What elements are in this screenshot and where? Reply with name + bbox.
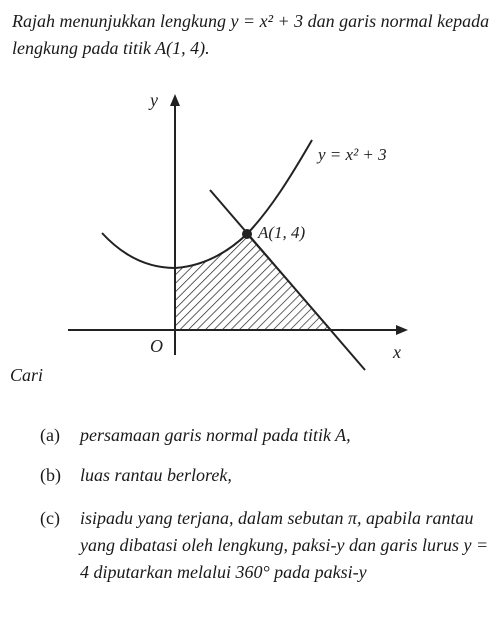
part-c-label: (c) <box>40 508 60 528</box>
y-axis-label: y <box>150 90 158 110</box>
part-c <box>40 505 500 615</box>
point-a-label: A(1, 4) <box>258 223 306 242</box>
part-b <box>40 462 500 489</box>
part-a-label: (a) <box>40 425 60 445</box>
x-axis-arrow <box>396 325 408 335</box>
y-axis-arrow <box>170 94 180 106</box>
shaded-region <box>175 234 331 330</box>
part-b-text: luas rantau berlorek, <box>80 465 232 485</box>
find-label: Cari <box>10 365 44 385</box>
origin-label: O <box>150 336 163 356</box>
question-intro: Rajah menunjukkan lengkung y = x² + 3 dan garis normal kepada lengkung pada titik A(1, 4). <box>12 11 490 58</box>
curve <box>102 140 312 268</box>
part-b-label: (b) <box>40 465 61 485</box>
x-axis-label: x <box>393 342 401 362</box>
curve-label: y = x² + 3 <box>318 145 387 164</box>
part-a-text: persamaan garis normal pada titik A, <box>80 425 351 445</box>
part-a <box>40 422 500 449</box>
point-a <box>242 229 252 239</box>
part-c-text: isipadu yang terjana, dalam sebutan π, apabila rantau yang dibatasi oleh lengkung, paksi-y dan garis lurus y = 4 diputarkan melalui 360° pada paksi-y <box>80 508 489 582</box>
